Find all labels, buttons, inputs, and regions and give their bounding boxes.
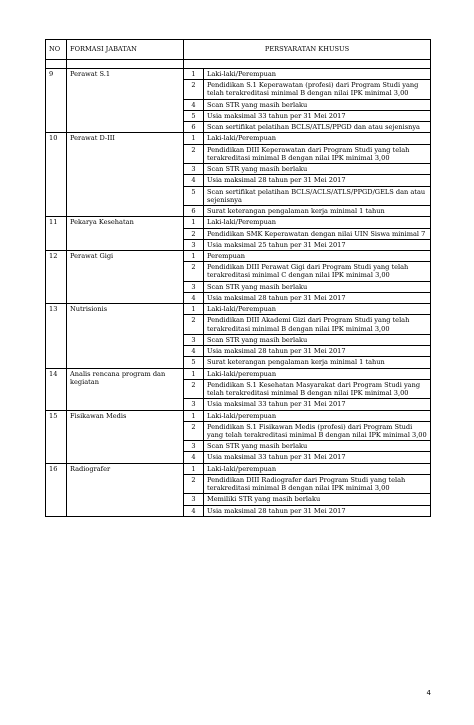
requirement-number: 3 (184, 399, 204, 410)
position-name: Fisikawan Medis (67, 410, 184, 463)
requirement-text: Usia maksimal 28 tahun per 31 Mei 2017 (204, 505, 431, 516)
requirement-number: 6 (184, 122, 204, 133)
position-name: Nutrisionis (67, 304, 184, 368)
requirement-number: 3 (184, 334, 204, 345)
requirement-number: 2 (184, 315, 204, 334)
requirement-number: 3 (184, 494, 204, 505)
requirements-table (45, 39, 431, 517)
requirement-number: 1 (184, 217, 204, 228)
table-row (46, 250, 431, 261)
header-position: FORMASI JABATAN (67, 40, 184, 60)
requirement-text: Laki-laki/perempuan (204, 410, 431, 421)
requirement-text: Surat keterangan pengalaman kerja minimal 1 tahun (204, 357, 431, 368)
row-number: 12 (46, 250, 67, 303)
requirement-number: 4 (184, 452, 204, 463)
requirement-text: Laki-laki/perempuan (204, 463, 431, 474)
requirement-text: Scan STR yang masih berlaku (204, 334, 431, 345)
requirement-text: Pendidikan DIII Perawat Gigi dari Program Studi yang telah terakreditasi minimal C dengan nilai IPK minimal 3,00 (204, 262, 431, 281)
table-row (46, 217, 431, 228)
requirement-text: Usia maksimal 33 tahun per 31 Mei 2017 (204, 110, 431, 121)
table-body (46, 69, 431, 517)
requirement-text: Usia maksimal 28 tahun per 31 Mei 2017 (204, 175, 431, 186)
row-number: 10 (46, 133, 67, 217)
requirement-text: Scan STR yang masih berlaku (204, 281, 431, 292)
page-number: 4 (426, 689, 431, 697)
requirement-text: Usia maksimal 33 tahun per 31 Mei 2017 (204, 452, 431, 463)
position-name: Radiografer (67, 463, 184, 516)
requirement-number: 2 (184, 80, 204, 99)
table-header-row (46, 40, 431, 60)
requirement-text: Scan STR yang masih berlaku (204, 99, 431, 110)
requirement-text: Pendidikan S.1 Fisikawan Medis (profesi) dari Program Studi yang telah terakreditasi minimal B dengan nilai IPK minimal 3,00 (204, 421, 431, 440)
table-row (46, 410, 431, 421)
requirement-text: Pendidikan S.1 Keperawatan (profesi) dari Program Studi yang telah terakreditasi minimal B dengan nilai IPK minimal 3,00 (204, 80, 431, 99)
requirement-number: 2 (184, 144, 204, 163)
requirement-number: 5 (184, 186, 204, 205)
row-number: 16 (46, 463, 67, 516)
requirement-number: 1 (184, 250, 204, 261)
requirement-number: 3 (184, 239, 204, 250)
requirement-text: Pendidikan SMK Keperawatan dengan nilai UIN Siswa minimal 7 (204, 228, 431, 239)
requirement-number: 2 (184, 262, 204, 281)
requirement-number: 5 (184, 110, 204, 121)
requirement-text: Laki-laki/Perempuan (204, 304, 431, 315)
requirement-number: 1 (184, 368, 204, 379)
requirement-text: Pendidikan S.1 Kesehatan Masyarakat dari Program Studi yang telah terakreditasi minimal B dengan nilai IPK minimal 3,00 (204, 379, 431, 398)
requirement-number: 4 (184, 505, 204, 516)
header-requirements: PERSYARATAN KHUSUS (184, 40, 431, 60)
requirement-text: Perempuan (204, 250, 431, 261)
requirement-text: Scan sertifikat pelatihan BCLS/ATLS/PPGD dan atau sejenisnya (204, 122, 431, 133)
requirement-text: Pendidikan DIII Keperawatan dari Program Studi yang telah terakreditasi minimal B dengan nilai IPK minimal 3,00 (204, 144, 431, 163)
table-row (46, 368, 431, 379)
requirement-number: 2 (184, 474, 204, 493)
requirement-number: 1 (184, 304, 204, 315)
requirement-text: Memiliki STR yang masih berlaku (204, 494, 431, 505)
position-name: Pekarya Kesehatan (67, 217, 184, 251)
header-spacer-row (46, 60, 431, 69)
requirement-text: Usia maksimal 33 tahun per 31 Mei 2017 (204, 399, 431, 410)
header-no: NO (46, 40, 67, 60)
requirement-text: Pendidikan DIII Radiografer dari Program Studi yang telah terakreditasi minimal B dengan nilai IPK minimal 3,00 (204, 474, 431, 493)
requirement-number: 3 (184, 281, 204, 292)
row-number: 14 (46, 368, 67, 410)
table-row (46, 69, 431, 80)
requirement-number: 1 (184, 410, 204, 421)
row-number: 11 (46, 217, 67, 251)
requirement-number: 4 (184, 99, 204, 110)
requirement-number: 1 (184, 133, 204, 144)
requirement-text: Pendidikan DIII Akademi Gizi dari Program Studi yang telah terakreditasi minimal B dengan nilai IPK minimal 3,00 (204, 315, 431, 334)
requirement-number: 4 (184, 175, 204, 186)
requirement-number: 4 (184, 292, 204, 303)
table-row (46, 133, 431, 144)
requirement-text: Usia maksimal 25 tahun per 31 Mei 2017 (204, 239, 431, 250)
table-row (46, 463, 431, 474)
position-name: Analis rencana program dan kegiatan (67, 368, 184, 410)
row-number: 15 (46, 410, 67, 463)
requirement-text: Laki-laki/Perempuan (204, 133, 431, 144)
requirement-number: 2 (184, 228, 204, 239)
requirement-text: Usia maksimal 28 tahun per 31 Mei 2017 (204, 292, 431, 303)
requirement-number: 4 (184, 346, 204, 357)
position-name: Perawat D-III (67, 133, 184, 217)
requirement-text: Scan STR yang masih berlaku (204, 164, 431, 175)
requirement-text: Laki-laki/Perempuan (204, 217, 431, 228)
requirement-text: Scan sertifikat pelatihan BCLS/ACLS/ATLS/PPGD/GELS dan atau sejenisnya (204, 186, 431, 205)
requirement-text: Scan STR yang masih berlaku (204, 441, 431, 452)
requirement-number: 6 (184, 206, 204, 217)
requirement-number: 3 (184, 164, 204, 175)
requirement-number: 3 (184, 441, 204, 452)
requirement-number: 2 (184, 379, 204, 398)
requirement-text: Laki-laki/Perempuan (204, 69, 431, 80)
requirement-number: 2 (184, 421, 204, 440)
requirement-number: 1 (184, 69, 204, 80)
requirement-number: 1 (184, 463, 204, 474)
row-number: 9 (46, 69, 67, 133)
requirement-text: Laki-laki/perempuan (204, 368, 431, 379)
position-name: Perawat S.1 (67, 69, 184, 133)
requirement-text: Usia maksimal 28 tahun per 31 Mei 2017 (204, 346, 431, 357)
requirement-text: Surat keterangan pengalaman kerja minimal 1 tahun (204, 206, 431, 217)
row-number: 13 (46, 304, 67, 368)
position-name: Perawat Gigi (67, 250, 184, 303)
requirement-number: 5 (184, 357, 204, 368)
table-row (46, 304, 431, 315)
